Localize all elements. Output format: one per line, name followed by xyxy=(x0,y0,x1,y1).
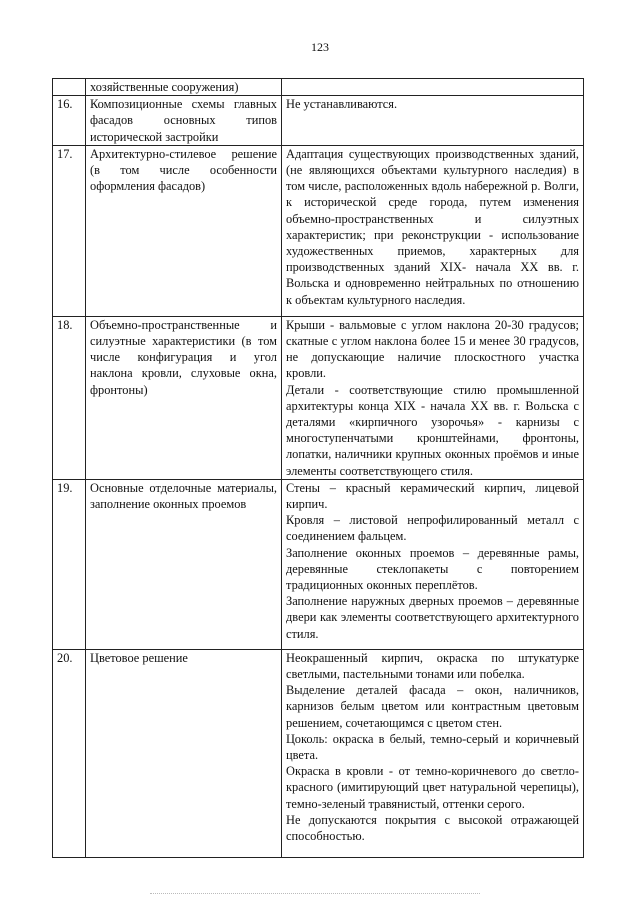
parameter-name: хозяйственные сооружения) xyxy=(86,79,282,96)
page-number: 123 xyxy=(311,40,329,54)
parameter-name: Объемно-пространственные и силуэтные характеристики (в том числе конфигурация и угол наклона кровли, слуховые окна, фронтоны) xyxy=(86,316,282,479)
row-number xyxy=(53,79,86,96)
row-number: 19. xyxy=(53,479,86,649)
parameter-value xyxy=(282,316,584,479)
parameter-value xyxy=(282,649,584,857)
value-paragraph: Окраска в кровли - от темно-коричневого до светло-красного (имитирующий цвет натуральной черепицы), темно-зеленый травянистый, оттенки серого. xyxy=(286,764,579,811)
value-paragraph: Неокрашенный кирпич, окраска по штукатурке светлыми, пастельными тонами или побелка. xyxy=(286,650,579,682)
parameter-value xyxy=(282,79,584,96)
value-paragraph: Не устанавливаются. xyxy=(286,97,398,112)
footer-scan-line xyxy=(150,893,480,894)
value-paragraph: Крыши - вальмовые с углом наклона 20-30 градусов; скатные с углом наклона более 15 и менее 30 градусов, не допускающие наличие плоскостного участка кровли. xyxy=(286,317,579,381)
regulations-table xyxy=(52,78,584,858)
table-row xyxy=(53,479,584,649)
parameter-name: Цветовое решение xyxy=(86,649,282,857)
row-number: 17. xyxy=(53,145,86,316)
parameter-name: Архитектурно-стилевое решение (в том числе особенности оформления фасадов) xyxy=(86,145,282,316)
value-paragraph: Кровля – листовой непрофилированный металл с соединением фальцем. xyxy=(286,513,579,544)
parameter-name: Основные отделочные материалы, заполнение оконных проемов xyxy=(86,479,282,649)
value-paragraph: Цоколь: окраска в белый, темно-серый и коричневый цвета. xyxy=(286,731,579,763)
table-row xyxy=(53,79,584,96)
parameter-name: Композиционные схемы главных фасадов основных типов исторической застройки xyxy=(86,96,282,146)
parameter-value xyxy=(282,145,584,316)
table-row xyxy=(53,316,584,479)
value-paragraph: Детали - соответствующие стилю промышленной архитектуры конца XIX - начала XX вв. г. Вольска с деталями «кирпичного узорочья» - карнизы с многоступенчатыми кронштейнами, фронтоны, лопатки, наличники крупных оконных проёмов и иные элементы соответствующего стиля. xyxy=(286,382,579,478)
value-paragraph: Заполнение оконных проемов – деревянные рамы, деревянные стеклопакеты с повторением традиционных оконных переплётов. xyxy=(286,545,579,593)
row-number: 18. xyxy=(53,316,86,479)
parameter-value xyxy=(282,96,584,146)
table-row xyxy=(53,145,584,316)
row-number: 20. xyxy=(53,649,86,857)
table-row xyxy=(53,649,584,857)
value-paragraph: Заполнение наружных дверных проемов – деревянные двери как элементы соответствующего архитектурного стиля. xyxy=(286,594,579,641)
row-number: 16. xyxy=(53,96,86,146)
value-paragraph: Не допускаются покрытия с высокой отражающей способностью. xyxy=(286,812,579,844)
parameter-value xyxy=(282,479,584,649)
value-paragraph: Выделение деталей фасада – окон, наличников, карнизов белым цветом или контрастным цветовым решением, сочетающимся с цветом стен. xyxy=(286,683,579,730)
value-paragraph: Стены – красный керамический кирпич, лицевой кирпич. xyxy=(286,480,579,512)
regulations-table-body xyxy=(53,79,584,858)
value-paragraph: Адаптация существующих производственных зданий, (не являющихся объектами культурного наследия) в том числе, расположенных вдоль набережной р. Волги, к исторической среде города, путем изменения объемно-пространственных и силуэтных характеристик; при реконструкции - использование художественных приемов, характерных для производственных зданий XIX- начала XX вв. г. Вольска и одновременно нейтральных по отношению к объектам культурного наследия. xyxy=(286,146,579,307)
table-row xyxy=(53,96,584,146)
